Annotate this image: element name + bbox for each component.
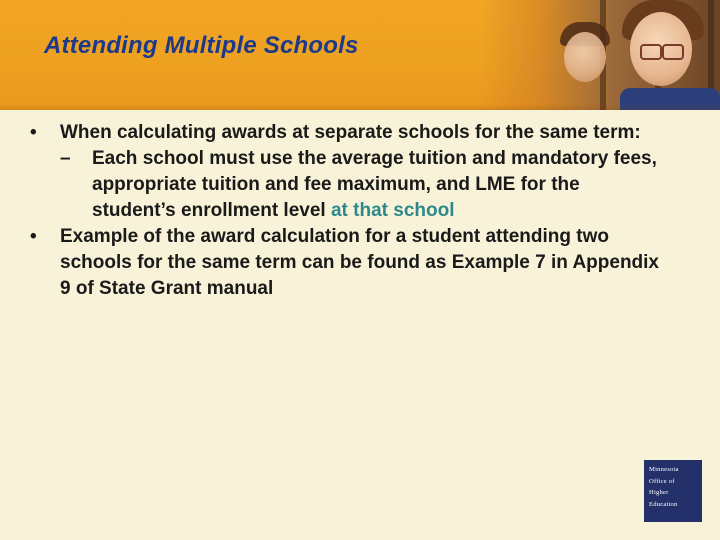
highlight-text: at that school bbox=[330, 200, 455, 221]
bullet-item bbox=[28, 120, 668, 146]
slide-content bbox=[28, 120, 668, 302]
bullet-text: Example of the award calculation for a student attending two schools for the same term can be found as Example 7 in Appendix 9 of State Grant manual bbox=[60, 226, 660, 299]
ohe-logo bbox=[644, 460, 702, 522]
child-sleeve bbox=[620, 88, 720, 110]
bullet-text: When calculating awards at separate schools for the same term: bbox=[60, 122, 641, 143]
child-face bbox=[564, 32, 606, 82]
logo-line: Minnesota bbox=[649, 466, 679, 473]
bullet-item bbox=[28, 224, 668, 302]
logo-line: Higher bbox=[649, 489, 669, 496]
bullet-icon: • bbox=[30, 122, 37, 143]
header-band bbox=[0, 0, 720, 110]
sub-bullet-text: Each school must use the average tuition and mandatory fees, appropriate tuition and fee maximum, and LME for the student’s enrollment level bbox=[92, 148, 657, 221]
sub-bullet-item bbox=[60, 146, 668, 224]
logo-line: Education bbox=[649, 500, 678, 508]
glasses bbox=[640, 44, 686, 58]
dash-icon: – bbox=[60, 148, 71, 169]
header-photo bbox=[480, 0, 720, 110]
slide-title: Attending Multiple Schools bbox=[44, 32, 359, 59]
bullet-icon: • bbox=[30, 226, 37, 247]
logo-line: Office of bbox=[649, 477, 675, 485]
